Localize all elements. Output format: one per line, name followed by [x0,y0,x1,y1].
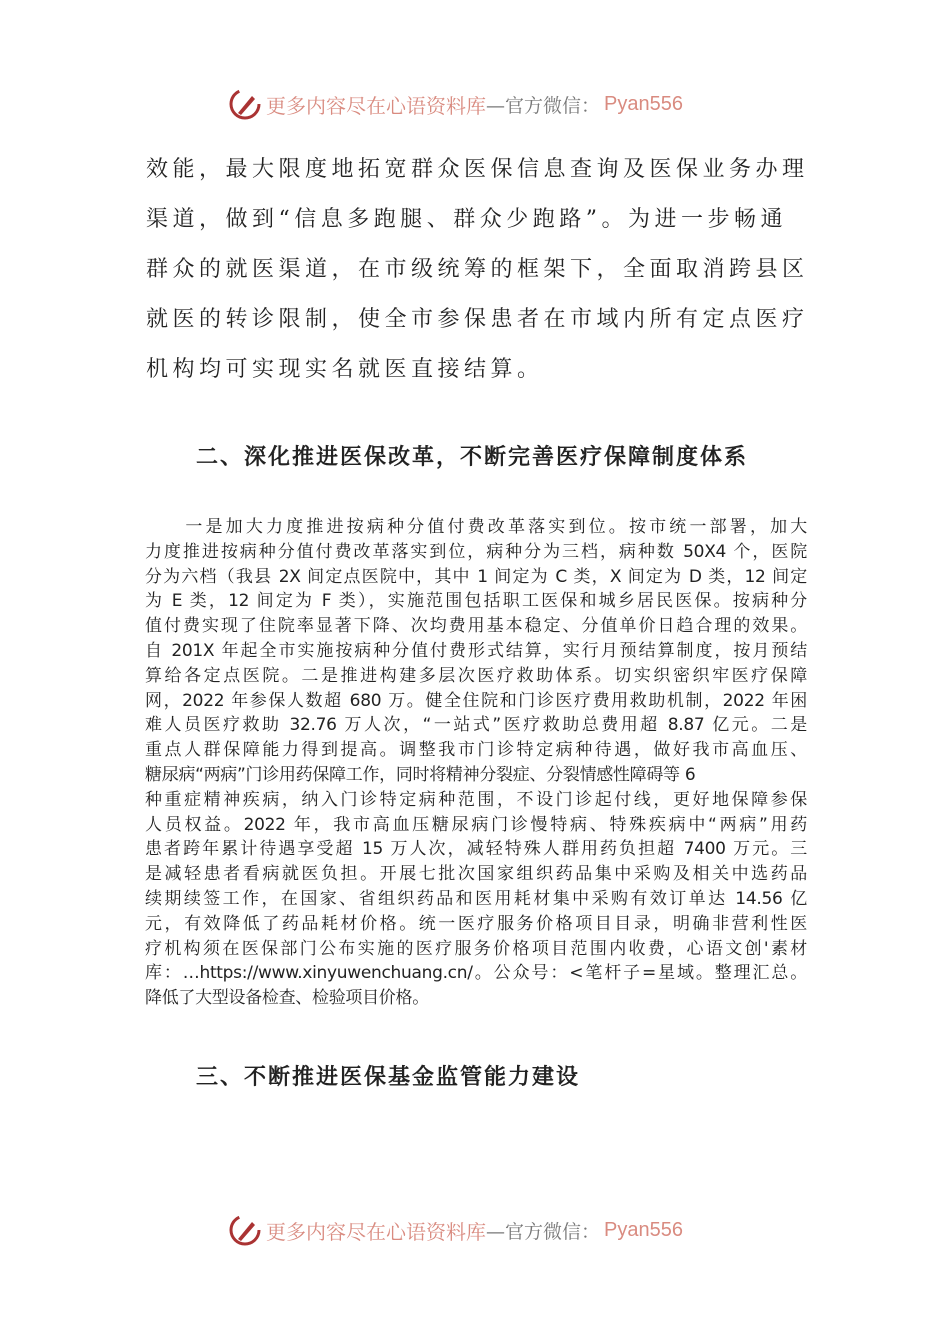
intro-paragraph [146,150,809,400]
text-line: 就医的转诊限制，使全市参保患者在市域内所有定点医疗 [146,307,809,332]
text-line: 算给各定点医院。二是推进构建多层次医疗救助体系。切实织密织牢医疗保障 [145,665,807,686]
text-line: 值付费实现了住院率显著下降、次均费用基本稳定、分值单价日趋合理的效果。 [145,616,807,637]
watermark-separator: —官方微信： [486,94,601,117]
text-line: 是减轻患者看病就医负担。开展七批次国家组织药品集中采购及相关中选药品 [145,864,807,885]
watermark-text: 更多内容尽在心语资料库 [266,1219,486,1244]
text-line: 库：…https://www.xinyuwenchuang.cn/。公众号：<笔杆子=星域。整理汇总。 [145,963,807,984]
text-line: 一是加大力度推进按病种分值付费改革落实到位。按市统一部署，加大 [145,517,807,537]
section2-paragraph [145,515,807,1011]
text-line: 难人员医疗救助 32.76 万人次，“一站式”医疗救助总费用超 8.87 亿元。二是 [145,715,807,736]
section-heading-3: 三、不断推进医保基金监管能力建设 [196,1065,581,1090]
text-line: 力度推进按病种分值付费改革落实到位，病种分为三档，病种数 50X4 个，医院 [145,541,807,562]
text-line: 糖尿病“两病”门诊用药保障工作，同时将精神分裂症、分裂情感性障碍等 6 [145,764,696,785]
watermark-wechat-id: Pyan556 [604,92,683,115]
text-line: 为 E 类，12 间定为 F 类），实施范围包括职工医保和城乡居民医保。按病种分 [145,591,807,612]
watermark-text: 更多内容尽在心语资料库 [266,93,486,118]
text-line: 重点人群保障能力得到提高。调整我市门诊特定病种待遇，做好我市高血压、 [145,740,807,761]
text-line: 分为六档（我县 2X 间定点医院中，其中 1 间定为 C 类，X 间定为 D 类，12 间定 [145,566,807,587]
text-line: 疗机构须在医保部门公布实施的医疗服务价格项目范围内收费，心语文创'素材 [145,938,807,959]
text-line: 机构均可实现实名就医直接结算。 [146,357,544,382]
watermark-banner-top [228,84,708,124]
text-line: 自 201X 年起全市实施按病种分值付费形式结算，实行月预结算制度，按月预结 [145,640,807,661]
text-line: 群众的就医渠道，在市级统筹的框架下，全面取消跨县区 [146,257,809,282]
pen-logo-icon [228,87,262,121]
text-line: 渠道，做到“信息多跑腿、群众少跑路”。为进一步畅通 [146,207,787,232]
text-line: 种重症精神疾病，纳入门诊特定病种范围，不设门诊起付线，更好地保障参保 [145,789,807,810]
text-line: 降低了大型设备检查、检验项目价格。 [145,988,429,1009]
watermark-separator: —官方微信： [486,1220,601,1243]
text-line: 人员权益。2022 年，我市高血压糖尿病门诊慢特病、特殊疾病中“两病”用药 [145,814,807,835]
text-line: 元，有效降低了药品耗材价格。统一医疗服务价格项目目录，明确非营利性医 [145,913,807,934]
text-line: 网，2022 年参保人数超 680 万。健全住院和门诊医疗费用救助机制，2022 年困 [145,690,807,711]
watermark-banner-bottom [228,1210,708,1250]
pen-logo-icon [228,1213,262,1247]
text-line: 续期续签工作，在国家、省组织药品和医用耗材集中采购有效订单达 14.56 亿 [145,888,807,909]
watermark-wechat-id: Pyan556 [604,1218,683,1241]
text-line: 效能，最大限度地拓宽群众医保信息查询及医保业务办理 [146,157,809,182]
section-heading-2: 二、深化推进医保改革，不断完善医疗保障制度体系 [196,445,749,470]
text-line: 患者跨年累计待遇享受超 15 万人次，减轻特殊人群用药负担超 7400 万元。三 [145,839,807,860]
